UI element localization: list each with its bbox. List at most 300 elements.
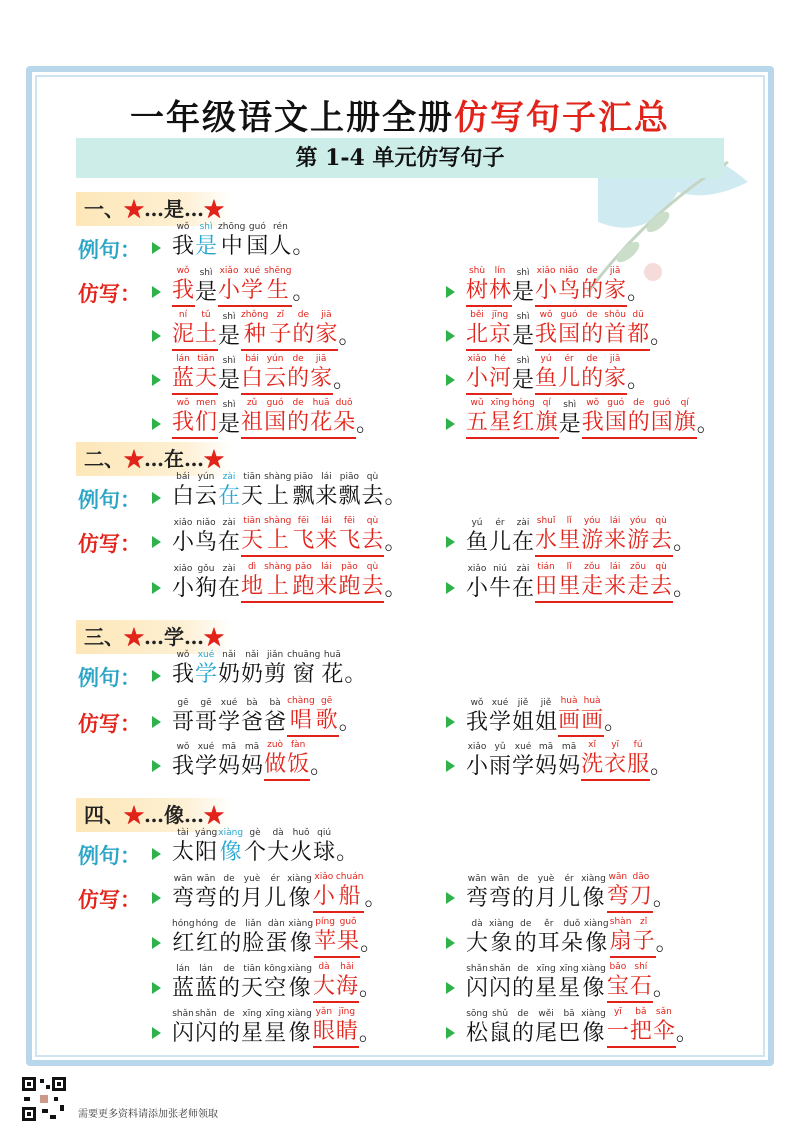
hanzi: 是 — [195, 234, 218, 259]
pinyin-char — [604, 310, 626, 349]
hanzi: 。 — [292, 234, 315, 259]
pinyin: shēng — [264, 266, 292, 276]
pinyin-char — [650, 312, 672, 351]
pinyin-char — [172, 874, 194, 913]
hanzi: 红 — [512, 410, 535, 435]
underlined-phrase — [313, 962, 359, 1003]
pinyin-char — [581, 266, 603, 305]
pinyin: shì — [563, 400, 577, 410]
hanzi: 里 — [558, 574, 581, 599]
pinyin: de — [633, 398, 645, 408]
pinyin-char — [535, 1009, 557, 1048]
pinyin-char — [310, 354, 332, 393]
hanzi: 狗 — [195, 576, 218, 601]
hanzi: 的 — [581, 278, 604, 303]
pinyin-char — [241, 516, 263, 555]
hanzi: 爸 — [264, 710, 287, 735]
pinyin: lái — [609, 516, 621, 526]
pinyin: chuán — [335, 872, 364, 882]
pinyin-char — [558, 1009, 580, 1048]
pinyin: dàn — [267, 919, 285, 929]
pinyin: yǎn — [315, 1007, 333, 1017]
underlined-phrase — [287, 696, 339, 737]
hanzi: 在 — [218, 576, 241, 601]
hanzi: 中 — [220, 234, 243, 259]
sentence-line — [172, 222, 315, 261]
pinyin-char — [195, 964, 217, 1003]
imitate-label: 仿写： — [78, 711, 141, 736]
hanzi: 。 — [696, 412, 719, 437]
hanzi: 鱼 — [535, 366, 558, 391]
sentence-line — [172, 872, 387, 913]
hanzi: 云 — [195, 484, 218, 509]
pinyin: wǒ — [470, 698, 484, 708]
hanzi: 儿 — [558, 366, 581, 391]
pinyin-char — [315, 562, 337, 601]
pinyin-char — [264, 874, 286, 913]
sentence-line — [466, 740, 673, 781]
hanzi: 天 — [195, 366, 218, 391]
pinyin-char — [195, 398, 217, 437]
pinyin: ér — [270, 874, 280, 884]
hanzi: 像 — [219, 840, 242, 865]
hanzi: 奶 — [241, 662, 264, 687]
pinyin: de — [517, 874, 529, 884]
hanzi: 闪 — [466, 976, 489, 1001]
pinyin: tiān — [243, 964, 261, 974]
hanzi: 做 — [264, 752, 287, 777]
underlined-phrase — [241, 516, 384, 557]
sentence-line — [172, 398, 379, 439]
pinyin: qí — [542, 398, 551, 408]
pinyin-char — [241, 398, 263, 437]
pinyin-char — [607, 1007, 629, 1046]
pinyin: de — [292, 354, 304, 364]
underlined-phrase — [466, 310, 512, 351]
pinyin-char — [267, 828, 289, 867]
pinyin-char — [287, 874, 312, 913]
pinyin-char — [512, 874, 534, 913]
hanzi: 学 — [195, 754, 218, 779]
pinyin-char — [489, 354, 511, 393]
pinyin: nǎi — [245, 650, 259, 660]
pinyin: hǎi — [340, 962, 354, 972]
pinyin-char — [466, 874, 488, 913]
hanzi: 球 — [313, 840, 336, 865]
pinyin-char — [361, 472, 383, 511]
hanzi: 一 — [606, 1019, 629, 1044]
pinyin-char — [172, 222, 194, 261]
underlined-phrase — [241, 310, 338, 351]
pinyin-char — [333, 398, 355, 437]
pinyin: shàng — [264, 562, 292, 572]
pinyin-char — [218, 356, 240, 395]
bullet-arrow-icon — [446, 760, 455, 772]
pinyin: ní — [178, 310, 188, 320]
pinyin-char — [195, 222, 217, 261]
hanzi: 泥 — [172, 322, 195, 347]
pinyin: de — [520, 919, 532, 929]
hanzi: 苹 — [314, 929, 337, 954]
hanzi: 奶 — [218, 662, 241, 687]
pinyin-char — [359, 964, 381, 1003]
pinyin-char — [558, 354, 580, 393]
hanzi: 闪 — [172, 1021, 195, 1046]
hanzi: 月 — [535, 886, 558, 911]
hanzi: 星 — [241, 1021, 264, 1046]
pinyin: guó — [560, 310, 578, 320]
hanzi: 的 — [218, 1021, 241, 1046]
title-red: 仿写句子汇总 — [454, 98, 670, 138]
pinyin-char — [241, 472, 263, 511]
pinyin: zǔ — [246, 398, 258, 408]
pinyin-char — [581, 354, 603, 393]
hanzi: 巴 — [558, 1021, 581, 1046]
hanzi: 我 — [172, 754, 195, 779]
pinyin: xué — [197, 650, 215, 660]
sentence-line — [172, 650, 367, 689]
pinyin: qù — [655, 516, 667, 526]
pinyin-char — [241, 698, 263, 737]
pinyin-char — [535, 964, 557, 1003]
pinyin: wān — [196, 874, 216, 884]
hanzi: 家 — [315, 322, 338, 347]
pinyin-char — [292, 310, 314, 349]
pinyin: duǒ — [563, 919, 581, 929]
hanzi: 在 — [512, 576, 535, 601]
hanzi: 去 — [650, 528, 673, 553]
hanzi: 水 — [535, 528, 558, 553]
underlined-phrase — [172, 398, 218, 439]
pinyin: qù — [366, 472, 379, 482]
hanzi: 家 — [604, 278, 627, 303]
hanzi: 海 — [335, 974, 358, 999]
pinyin-char — [512, 742, 534, 781]
hanzi: 伞 — [652, 1019, 675, 1044]
pinyin-char — [172, 1009, 194, 1048]
hanzi: 弯 — [195, 886, 218, 911]
pinyin-char — [241, 650, 263, 689]
pinyin: wān — [490, 874, 510, 884]
pinyin: xiàng — [581, 874, 606, 884]
pinyin: zǒu — [630, 562, 647, 572]
pinyin: xiàng — [287, 874, 312, 884]
pinyin-char — [287, 354, 309, 393]
pinyin: lán — [176, 964, 190, 974]
pinyin: shǎn — [172, 1009, 194, 1019]
sentence-line — [466, 917, 679, 958]
pinyin-char — [292, 472, 314, 511]
hanzi: 鱼 — [466, 530, 489, 555]
hanzi: 。 — [650, 754, 673, 779]
qr-code-icon — [20, 1075, 68, 1123]
pinyin-char — [287, 398, 309, 437]
hanzi: 是 — [195, 280, 218, 305]
imitate-label: 仿写： — [78, 281, 141, 306]
hanzi: 。 — [364, 886, 387, 911]
hanzi: 洗 — [581, 752, 604, 777]
pinyin: bà — [269, 698, 281, 708]
pinyin: fēi — [343, 516, 356, 526]
pinyin-char — [265, 919, 287, 958]
pinyin: shí — [634, 962, 648, 972]
pinyin: zhōng — [218, 222, 246, 232]
pinyin: wān — [467, 874, 487, 884]
pinyin-char — [581, 696, 603, 735]
pinyin: yún — [266, 354, 284, 364]
pinyin: guó — [248, 222, 266, 232]
pinyin: hóng — [512, 398, 535, 408]
pinyin: bǎo — [609, 962, 627, 972]
pinyin: shì — [516, 312, 530, 322]
pinyin-char — [582, 398, 604, 437]
pinyin-char — [604, 516, 626, 555]
bullet-arrow-icon — [446, 982, 455, 994]
underlined-phrase — [581, 740, 650, 781]
hanzi: 蓝 — [195, 976, 218, 1001]
pinyin: shǎn — [489, 964, 511, 974]
hanzi: 蓝 — [172, 976, 195, 1001]
bullet-arrow-icon — [446, 892, 455, 904]
pinyin-char — [651, 398, 673, 437]
pinyin: xīng — [490, 398, 510, 408]
hanzi: 田 — [535, 574, 558, 599]
pinyin: xiǎo — [536, 266, 556, 276]
pinyin-char — [489, 564, 511, 603]
hanzi: 。 — [338, 324, 361, 349]
pinyin-char — [241, 742, 263, 781]
pinyin-char — [653, 1007, 675, 1046]
pinyin: xiàng — [218, 828, 244, 838]
pinyin: niú — [493, 564, 507, 574]
pinyin: shì — [222, 400, 236, 410]
bullet-arrow-icon — [152, 418, 161, 430]
underlined-phrase — [535, 516, 673, 557]
pinyin-char — [607, 872, 629, 911]
pinyin-char — [558, 874, 580, 913]
pinyin: xiǎo — [173, 518, 193, 528]
pinyin: wān — [173, 874, 193, 884]
hanzi: 星 — [535, 976, 558, 1001]
sentence-line — [172, 696, 362, 737]
pinyin: wǒ — [176, 266, 190, 276]
pinyin: chuāng — [287, 650, 321, 660]
hanzi: 哥 — [172, 710, 195, 735]
hanzi: 是 — [512, 280, 535, 305]
pinyin-char — [650, 516, 672, 555]
hanzi: 红 — [172, 931, 195, 956]
pinyin: lán — [176, 354, 190, 364]
pinyin-char — [656, 919, 678, 958]
bullet-arrow-icon — [446, 374, 455, 386]
hanzi: 象 — [490, 931, 513, 956]
hanzi: 学 — [512, 754, 535, 779]
pinyin-char — [630, 872, 652, 911]
pinyin: guó — [607, 398, 625, 408]
pinyin-char — [630, 1007, 652, 1046]
pinyin: qù — [366, 562, 379, 572]
pinyin-char — [512, 1009, 534, 1048]
pinyin-char — [241, 964, 263, 1003]
pinyin: de — [517, 1009, 529, 1019]
pinyin-char — [195, 564, 217, 603]
sentence-line — [172, 1007, 382, 1048]
pinyin: ěr — [544, 919, 554, 929]
pinyin-char — [466, 742, 488, 781]
pinyin-char — [269, 310, 291, 349]
pinyin-char — [264, 562, 291, 601]
pinyin: wǒ — [586, 398, 600, 408]
pinyin-char — [292, 562, 314, 601]
pinyin-char — [292, 268, 314, 307]
hanzi: 小 — [466, 754, 489, 779]
hanzi: 在 — [218, 530, 241, 555]
pinyin-char — [264, 1009, 286, 1048]
pinyin-char — [264, 354, 286, 393]
pinyin-char — [610, 917, 632, 956]
pinyin: rén — [273, 222, 288, 232]
pinyin: jiā — [609, 354, 621, 364]
hanzi: 妈 — [218, 754, 241, 779]
hanzi: 。 — [384, 484, 407, 509]
underlined-phrase — [172, 310, 218, 351]
pinyin: xiǎo — [467, 564, 487, 574]
pinyin: yī — [611, 740, 620, 750]
pinyin: xué — [243, 266, 261, 276]
pinyin: lái — [321, 516, 332, 526]
pinyin-char — [466, 518, 488, 557]
pinyin-char — [584, 919, 609, 958]
hanzi: 。 — [652, 886, 675, 911]
pinyin-char — [172, 564, 194, 603]
pinyin-char — [359, 1009, 381, 1048]
section-heading: 四、★…像…★ — [76, 798, 232, 832]
underlined-phrase — [535, 310, 650, 351]
pinyin-char — [489, 919, 514, 958]
bullet-arrow-icon — [152, 492, 161, 504]
pinyin-char — [172, 398, 194, 437]
pinyin: píng — [315, 917, 335, 927]
hanzi: 雨 — [489, 754, 512, 779]
pinyin: zǐ — [276, 310, 285, 320]
pinyin: hé — [494, 354, 506, 364]
hanzi: 像 — [288, 886, 311, 911]
pinyin: tián — [537, 562, 555, 572]
hanzi: 鼠 — [489, 1021, 512, 1046]
hanzi: 天 — [241, 528, 264, 553]
hanzi: 的 — [218, 976, 241, 1001]
pinyin-char — [313, 872, 335, 911]
hanzi: 是 — [558, 412, 581, 437]
pinyin-char — [512, 268, 534, 307]
pinyin: de — [517, 964, 529, 974]
pinyin: shǔ — [491, 1009, 509, 1019]
pinyin-char — [338, 562, 360, 601]
hanzi: 儿 — [489, 530, 512, 555]
pinyin: xiàng — [583, 919, 609, 929]
pinyin-char — [581, 1009, 606, 1048]
pinyin-char — [364, 874, 386, 913]
hanzi: 子 — [269, 322, 292, 347]
pinyin-char — [172, 266, 194, 305]
pinyin-char — [558, 266, 580, 305]
pinyin-char — [535, 310, 557, 349]
pinyin-char — [336, 828, 358, 867]
hanzi: 们 — [195, 410, 218, 435]
pinyin: shàng — [264, 516, 292, 526]
hanzi: 把 — [629, 1019, 652, 1044]
pinyin-char — [333, 356, 355, 395]
pinyin: dì — [247, 562, 257, 572]
underlined-phrase — [313, 872, 365, 913]
pinyin-char — [581, 516, 603, 555]
pinyin: de — [223, 874, 235, 884]
hanzi: 小 — [172, 576, 195, 601]
pinyin-char — [241, 874, 263, 913]
hanzi: 月 — [241, 886, 264, 911]
pinyin: shǒu — [604, 310, 626, 320]
pinyin-char — [512, 698, 534, 737]
pinyin: huà — [560, 696, 578, 706]
underlined-phrase — [558, 696, 604, 737]
pinyin-char — [627, 516, 649, 555]
underlined-phrase — [610, 917, 656, 958]
pinyin-char — [627, 740, 649, 779]
pinyin-char — [218, 742, 240, 781]
pinyin: dà — [471, 919, 483, 929]
sentence-line — [466, 1007, 699, 1048]
hanzi: 弯 — [606, 884, 629, 909]
pinyin-char — [195, 268, 217, 307]
hanzi: 的 — [287, 410, 310, 435]
pinyin-char — [581, 310, 603, 349]
hanzi: 是 — [218, 324, 241, 349]
pinyin-char — [650, 742, 672, 781]
pinyin-char — [241, 354, 263, 393]
pinyin: bái — [176, 472, 190, 482]
hanzi: 在 — [512, 530, 535, 555]
hanzi: 阳 — [195, 840, 218, 865]
bullet-arrow-icon — [152, 536, 161, 548]
hanzi: 。 — [627, 368, 650, 393]
pinyin-char — [195, 310, 217, 349]
bullet-arrow-icon — [152, 716, 161, 728]
hanzi: 。 — [360, 931, 383, 956]
pinyin: yóu — [629, 516, 647, 526]
imitate-label: 仿写： — [78, 887, 141, 912]
pinyin: dà — [272, 828, 284, 838]
bullet-arrow-icon — [152, 848, 161, 860]
hanzi: 星 — [489, 410, 512, 435]
pinyin-char — [264, 964, 286, 1003]
pinyin: gē — [200, 698, 212, 708]
pinyin-char — [195, 650, 217, 689]
pinyin: zài — [222, 472, 236, 482]
hanzi: 星 — [558, 976, 581, 1001]
hanzi: 服 — [627, 752, 650, 777]
pinyin-char — [627, 562, 649, 601]
hanzi: 宝 — [606, 974, 629, 999]
hanzi: 像 — [288, 976, 311, 1001]
pinyin-char — [172, 310, 194, 349]
pinyin: wǒ — [176, 398, 190, 408]
pinyin-char — [466, 919, 488, 958]
hanzi: 花 — [321, 662, 344, 687]
pinyin-char — [466, 1009, 488, 1048]
sentence-line — [172, 740, 333, 781]
pinyin-char — [489, 266, 511, 305]
pinyin-char — [361, 562, 383, 601]
